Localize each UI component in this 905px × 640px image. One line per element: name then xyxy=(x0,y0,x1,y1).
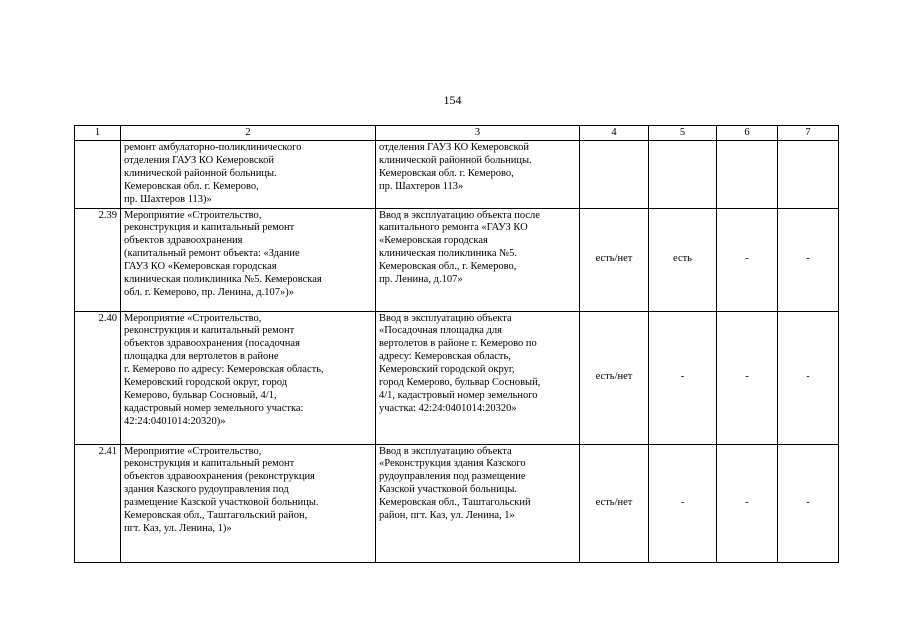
event-description: Мероприятие «Строительство, реконструкция и капитальный ремонт объектов здравоохранения (посадочная площадка для вертолетов в районе г. Кемерово по адресу: Кемеровская область, Кемеровский городской округ, город Кемерово, бульвар Сосновый, 4/1, кадастровый номер земельного участка: 42:24:0401014:20320)» xyxy=(121,311,376,444)
result-description: Ввод в эксплуатацию объекта «Посадочная площадка для вертолетов в районе г. Кемерово по адресу: Кемеровская область, Кемеровский городской округ, город Кемерово, бульвар Сосновый, 4/1, кадастровый номер земельного участка: 42:24:0401014:20320» xyxy=(376,311,580,444)
result-description: Ввод в эксплуатацию объекта после капитального ремонта «ГАУЗ КО «Кемеровская городская клиническая поликлиника №5. Кемеровская обл., г. Кемерово, пр. Ленина, д.107» xyxy=(376,208,580,311)
row-number: 2.39 xyxy=(75,208,121,311)
cell-col7: - xyxy=(778,444,839,562)
column-header: 1 xyxy=(75,126,121,141)
table-header-row xyxy=(75,126,839,141)
cell-col4: есть/нет xyxy=(580,311,649,444)
table-row xyxy=(75,311,839,444)
cell-col5 xyxy=(649,141,717,209)
cell-col6: - xyxy=(717,208,778,311)
table-row xyxy=(75,444,839,562)
cell-col7 xyxy=(778,141,839,209)
column-header: 5 xyxy=(649,126,717,141)
column-header: 6 xyxy=(717,126,778,141)
cell-col4: есть/нет xyxy=(580,208,649,311)
cell-col5: есть xyxy=(649,208,717,311)
result-description: отделения ГАУЗ КО Кемеровской клинической районной больницы. Кемеровская обл. г. Кемерово, пр. Шахтеров 113» xyxy=(376,141,580,209)
column-header: 4 xyxy=(580,126,649,141)
row-number: 2.40 xyxy=(75,311,121,444)
cell-col5: - xyxy=(649,311,717,444)
table-row xyxy=(75,141,839,209)
cell-col4 xyxy=(580,141,649,209)
page-number: 154 xyxy=(443,93,462,107)
result-description: Ввод в эксплуатацию объекта «Реконструкция здания Казского рудоуправления под размещение Казской участковой больницы. Кемеровская обл., Таштагольский район, пгт. Каз, ул. Ленина, 1» xyxy=(376,444,580,562)
event-description: Мероприятие «Строительство, реконструкция и капитальный ремонт объектов здравоохранения (капитальный ремонт объекта: «Здание ГАУЗ КО «Кемеровская городская клиническая поликлиника №5. Кемеровская обл. г. Кемерово, пр. Ленина, д.107»)» xyxy=(121,208,376,311)
cell-col6: - xyxy=(717,311,778,444)
cell-col4: есть/нет xyxy=(580,444,649,562)
indicator-table xyxy=(74,125,839,563)
cell-col6: - xyxy=(717,444,778,562)
column-header: 3 xyxy=(376,126,580,141)
cell-col7: - xyxy=(778,311,839,444)
cell-col5: - xyxy=(649,444,717,562)
event-description: Мероприятие «Строительство, реконструкция и капитальный ремонт объектов здравоохранения (реконструкция здания Казского рудоуправления под размещение Казской участковой больницы. Кемеровская обл., Таштагольский район, пгт. Каз, ул. Ленина, 1)» xyxy=(121,444,376,562)
event-description: ремонт амбулаторно-поликлинического отделения ГАУЗ КО Кемеровской клинической районной больницы. Кемеровская обл. г. Кемерово, пр. Шахтеров 113)» xyxy=(121,141,376,209)
cell-col7: - xyxy=(778,208,839,311)
row-number xyxy=(75,141,121,209)
column-header: 2 xyxy=(121,126,376,141)
column-header: 7 xyxy=(778,126,839,141)
table-row xyxy=(75,208,839,311)
row-number: 2.41 xyxy=(75,444,121,562)
cell-col6 xyxy=(717,141,778,209)
